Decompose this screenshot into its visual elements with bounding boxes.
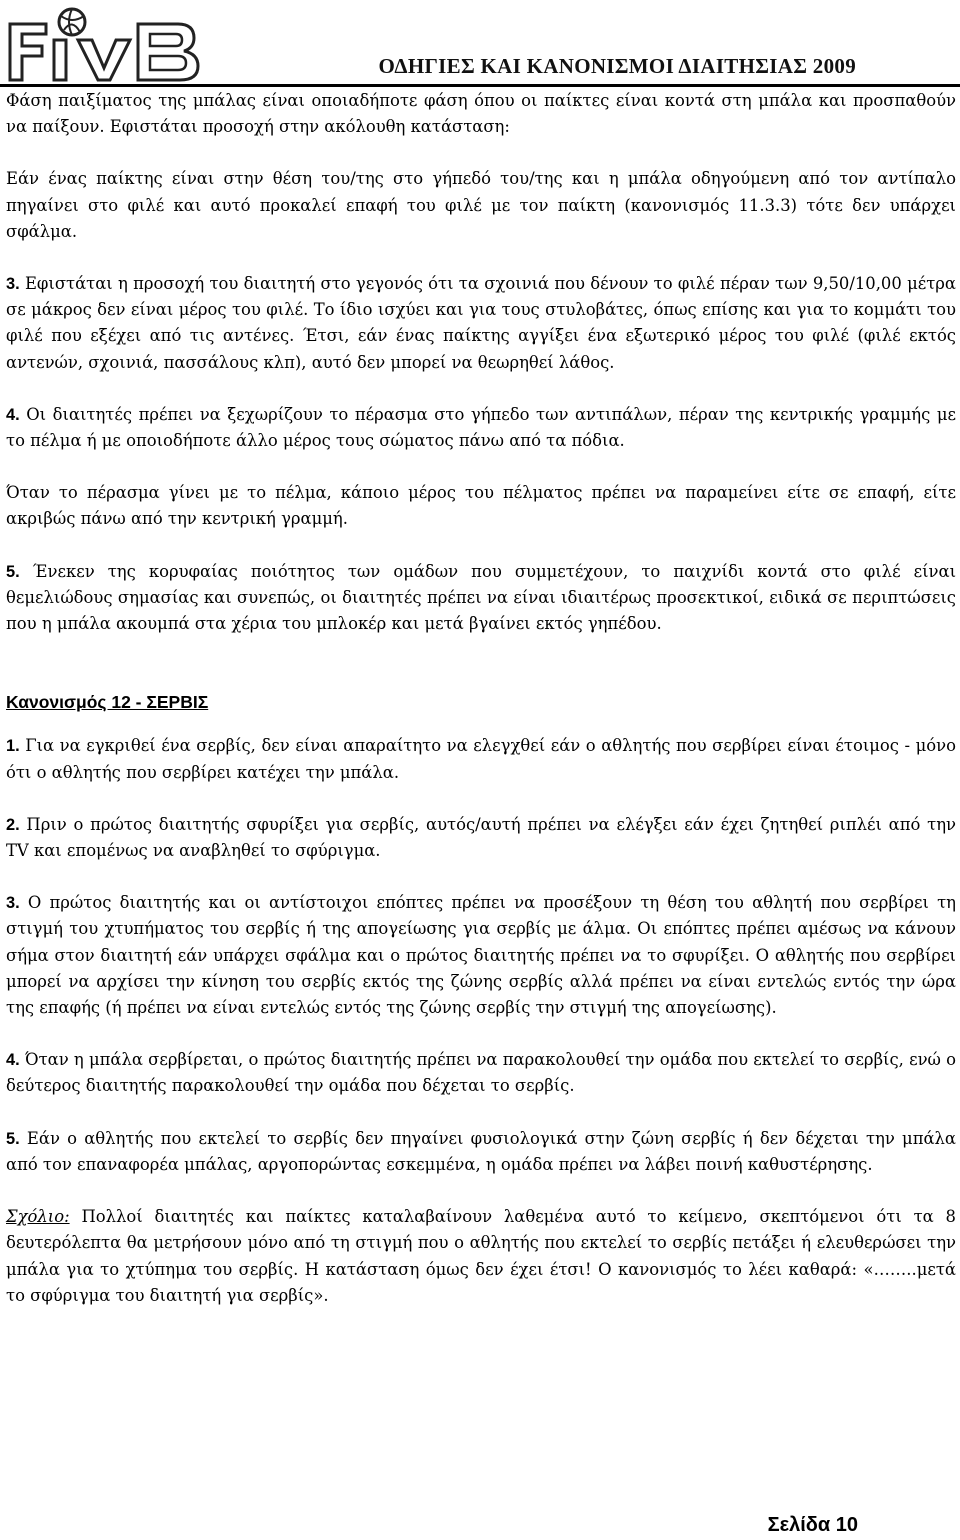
note-text: Πολλοί διαιτητές και παίκτες καταλαβαίνουν λαθεμένα αυτό το κείμενο, σκεπτόμενοι ότι τα 8 δευτερόλεπτα θα μετρήσουν μόνο από τη στιγμή που ο αθλητής που εκτελεί το σερβίς πετάξει ή ελευθερώσει την μπάλα για το χτύπημα του σερβίς. Η κατάσταση όμως δεν έχει έτσι! Ο κανονισμός το λέει καθαρά: «……..μετά το σφύριγμα του διαιτητή για σερβίς». [6,1207,956,1305]
item-number: 4. [6,405,20,424]
item-text: Εφιστάται η προσοχή του διαιτητή στο γεγονός ότι τα σχοινιά που δένουν το φιλέ πέραν των 9,50/10,00 μέτρα σε μάκρος δεν είναι μέρος του φιλέ. Το ίδιο ισχύει και για τους στυλοβάτες, όπως επίσης και για το κομμάτι του φιλέ που εξέχει από τις αντένες. Έτσι, εάν ένας παίκτης αγγίξει ένα εξωτερικό μέρος του φιλέ (φιλέ εκτός αντενών, σχοινιά, πασσάλους κλπ), αυτό δεν μπορεί να θεωρηθεί λάθος. [6,274,956,372]
item-text: Οι διαιτητές πρέπει να ξεχωρίζουν το πέρασμα στο γήπεδο των αντιπάλων, πέραν της κεντρικής γραμμής με το πέλμα ή με οποιοδήποτε άλλο μέρος τους σώματος πάνω από τα πόδια. [6,404,956,451]
item-4-continued: Όταν το πέρασμα γίνει με το πέλμα, κάποιο μέρος του πέλματος πρέπει να παραμείνει είτε σε επαφή, είτε ακριβώς πάνω από την κεντρική γραμμή. [6,483,956,529]
item-text: Ένεκεν της κορυφαίας ποιότητος των ομάδων που συμμετέχουν, το παιχνίδι κοντά στο φιλέ είναι θεμελιώδους σημασίας και συνεπώς, οι διαιτητές πρέπει να είναι ιδιαιτέρως προσεκτικοί, ειδικά σε περιπτώσεις που η μπάλα ακουμπά στα χέρια του μπλοκέρ και μετά βγαίνει εκτός γηπέδου. [6,561,957,634]
item-text: Εάν ο αθλητής που εκτελεί το σερβίς δεν πηγαίνει φυσιολογικά στην ζώνη σερβίς ή δεν δέχεται την μπάλα από τον επαναφορέα μπάλας, αργοπορώντας εσκεμμένα, η ομάδα πρέπει να λάβει ποινή καθυστέρησης. [6,1128,956,1174]
item-text: Όταν η μπάλα σερβίρεται, ο πρώτος διαιτητής πρέπει να παρακολουθεί την ομάδα που εκτελεί το σερβίς, ενώ ο δεύτερος διαιτητής παρακολουθεί την ομάδα που δέχεται το σερβίς. [6,1050,956,1096]
item-number: 5. [6,562,20,581]
serve-item-4 [6,1047,956,1099]
item-number: 1. [6,737,20,756]
item-number: 4. [6,1051,20,1070]
serve-item-1 [6,733,956,785]
note-paragraph [6,1204,956,1309]
item-3 [6,271,956,376]
page-number: Σελίδα 10 [767,1514,858,1536]
serve-item-2 [6,812,956,864]
serve-item-3 [6,890,956,1021]
section-heading: Κανονισμός 12 - ΣΕΡΒΙΣ [6,692,209,713]
item-number: 2. [6,815,20,834]
paragraph-ball-play: Φάση παιξίματος της μπάλας είναι οποιαδήποτε φάση όπου οι παίκτες είναι κοντά στη μπάλα και προσπαθούν να παίξουν. Εφιστάται προσοχή στην ακόλουθη κατάσταση: [6,91,956,137]
item-number: 3. [6,894,20,913]
document-body [6,88,956,1309]
page-header [0,0,960,90]
header-divider [0,84,960,87]
item-text: Ο πρώτος διαιτητής και οι αντίστοιχοι επόπτες πρέπει να προσέξουν τη θέση του αθλητή που σερβίρει τη στιγμή του χτυπήματος του σερβίς ή της απογείωσης για σερβίς με άλμα. Οι επόπτες πρέπει αμέσως να κάνουν σήμα στον διαιτητή εάν υπάρχει σφάλμα και ο πρώτος διαιτητής πρέπει να το σφυρίξει. Ο αθλητής που σερβίρει μπορεί να αρχίσει την κίνηση του σερβίς εκτός της ζώνης σερβίς αλλά πρέπει να είναι εντελώς εντός την ώρα της επαφής (ή πρέπει να είναι εντελώς εντός της ζώνης σερβίς την στιγμή της απογείωσης). [6,893,956,1018]
serve-item-5 [6,1126,956,1178]
item-text: Πριν ο πρώτος διαιτητής σφυρίξει για σερβίς, αυτός/αυτή πρέπει να ελέγξει εάν έχει ζητηθεί ριπλέι από την TV και επομένως να αναβληθεί το σφύριγμα. [6,814,956,861]
note-label: Σχόλιο: [6,1207,70,1227]
item-5 [6,559,956,638]
item-text: Για να εγκριθεί ένα σερβίς, δεν είναι απαραίτητο να ελεγχθεί εάν ο αθλητής που σερβίρει είναι έτοιμος - μόνο ότι ο αθλητής που σερβίρει κατέχει την μπάλα. [6,736,956,782]
item-number: 3. [6,275,20,294]
paragraph-net-contact: Εάν ένας παίκτης είναι στην θέση του/της στο γήπεδό του/της και η μπάλα οδηγούμενη από τον αντίπαλο πηγαίνει στο φιλέ και αυτό προκαλεί επαφή του φιλέ με τον παίκτη (κανονισμός 11.3.3) τότε δεν υπάρχει σφάλμα. [6,169,956,241]
fivb-logo [6,4,202,84]
item-4 [6,402,956,454]
header-title: ΟΔΗΓΙΕΣ ΚΑΙ ΚΑΝΟΝΙΣΜΟΙ ΔΙΑΙΤΗΣΙΑΣ 2009 [378,54,856,78]
item-number: 5. [6,1129,20,1148]
